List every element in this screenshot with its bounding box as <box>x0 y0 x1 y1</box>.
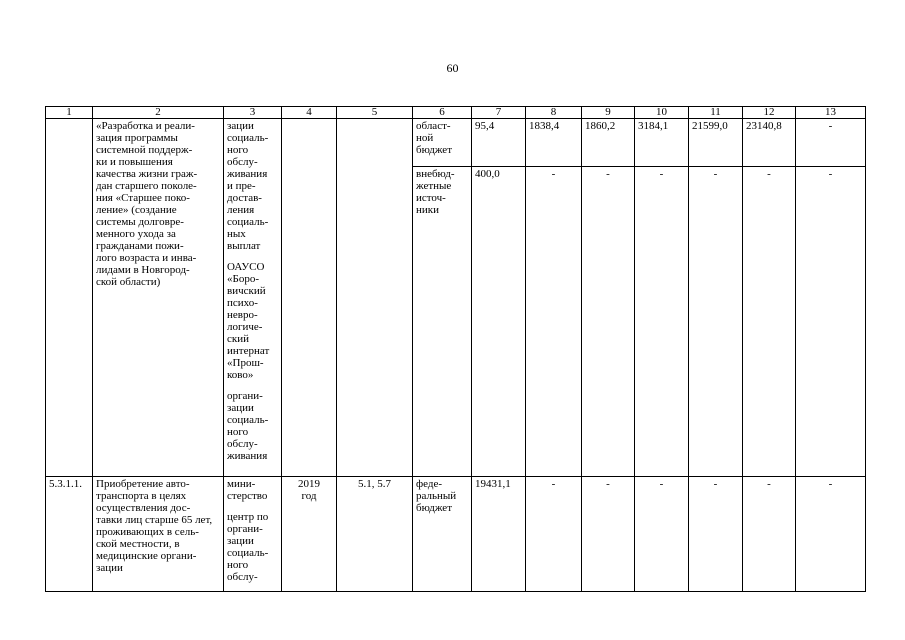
value-cell: - <box>582 167 635 477</box>
executor-text: органи- зации социаль- ного обслу- живания <box>227 390 269 462</box>
target-cell: 5.1, 5.7 <box>337 477 413 592</box>
value-cell: - <box>526 167 582 477</box>
row-number-cell: 5.3.1.1. <box>46 477 93 592</box>
source-cell: област- ной бюджет <box>413 119 472 167</box>
header-cell: 9 <box>582 107 635 119</box>
value-cell: - <box>796 477 866 592</box>
value-cell: - <box>635 477 689 592</box>
value-cell: - <box>635 167 689 477</box>
executors-cell <box>224 119 282 477</box>
executor-text: зации социаль- ного обслу- живания и пре- достав- ления социаль- ных выплат <box>227 120 269 252</box>
value-cell: 400,0 <box>472 167 526 477</box>
term-cell <box>282 119 337 477</box>
header-row <box>46 107 866 119</box>
header-cell: 1 <box>46 107 93 119</box>
value-cell: - <box>689 477 743 592</box>
value-cell: - <box>689 167 743 477</box>
value-cell: - <box>796 167 866 477</box>
measure-name-cell: «Разработка и реали- зация программы системной поддерж- ки и повышения качества жизни граж- дан старшего поколе- ния «Старшее поко- ление» (создание системы долговре- менного ухода за гражданами пожи- лого возраста и инва- лидами в Новгород- ской области) <box>93 119 224 477</box>
value-cell: 23140,8 <box>743 119 796 167</box>
source-cell: феде- ральный бюджет <box>413 477 472 592</box>
header-cell: 4 <box>282 107 337 119</box>
header-cell: 10 <box>635 107 689 119</box>
target-cell <box>337 119 413 477</box>
header-cell: 12 <box>743 107 796 119</box>
value-cell: 21599,0 <box>689 119 743 167</box>
budget-table <box>45 106 866 592</box>
header-cell: 6 <box>413 107 472 119</box>
value-cell: - <box>743 477 796 592</box>
executor-text: ОАУСО «Боро- вичский психо- невро- логиче- ский интернат «Прош- ково» <box>227 261 270 381</box>
value-cell: - <box>582 477 635 592</box>
header-cell: 13 <box>796 107 866 119</box>
table-row <box>46 477 866 592</box>
value-cell: 95,4 <box>472 119 526 167</box>
header-cell: 8 <box>526 107 582 119</box>
value-cell: - <box>796 119 866 167</box>
term-cell: 2019 год <box>282 477 337 592</box>
table-row <box>46 119 866 167</box>
header-cell: 11 <box>689 107 743 119</box>
value-cell: - <box>743 167 796 477</box>
value-cell: 1838,4 <box>526 119 582 167</box>
value-cell: - <box>526 477 582 592</box>
measure-name-cell: Приобретение авто- транспорта в целях осуществления дос- тавки лиц старше 65 лет, проживающих в сель- ской местности, в медицинские органи- зации <box>93 477 224 592</box>
header-cell: 5 <box>337 107 413 119</box>
value-cell: 3184,1 <box>635 119 689 167</box>
executors-cell <box>224 477 282 592</box>
header-cell: 2 <box>93 107 224 119</box>
page-number: 60 <box>446 61 459 75</box>
executor-text: центр по органи- зации социаль- ного обслу- <box>227 511 269 583</box>
header-cell: 7 <box>472 107 526 119</box>
row-number-cell <box>46 119 93 477</box>
executor-text: мини- стерство <box>227 478 268 502</box>
header-cell: 3 <box>224 107 282 119</box>
value-cell: 19431,1 <box>472 477 526 592</box>
source-cell: внебюд- жетные источ- ники <box>413 167 472 477</box>
value-cell: 1860,2 <box>582 119 635 167</box>
